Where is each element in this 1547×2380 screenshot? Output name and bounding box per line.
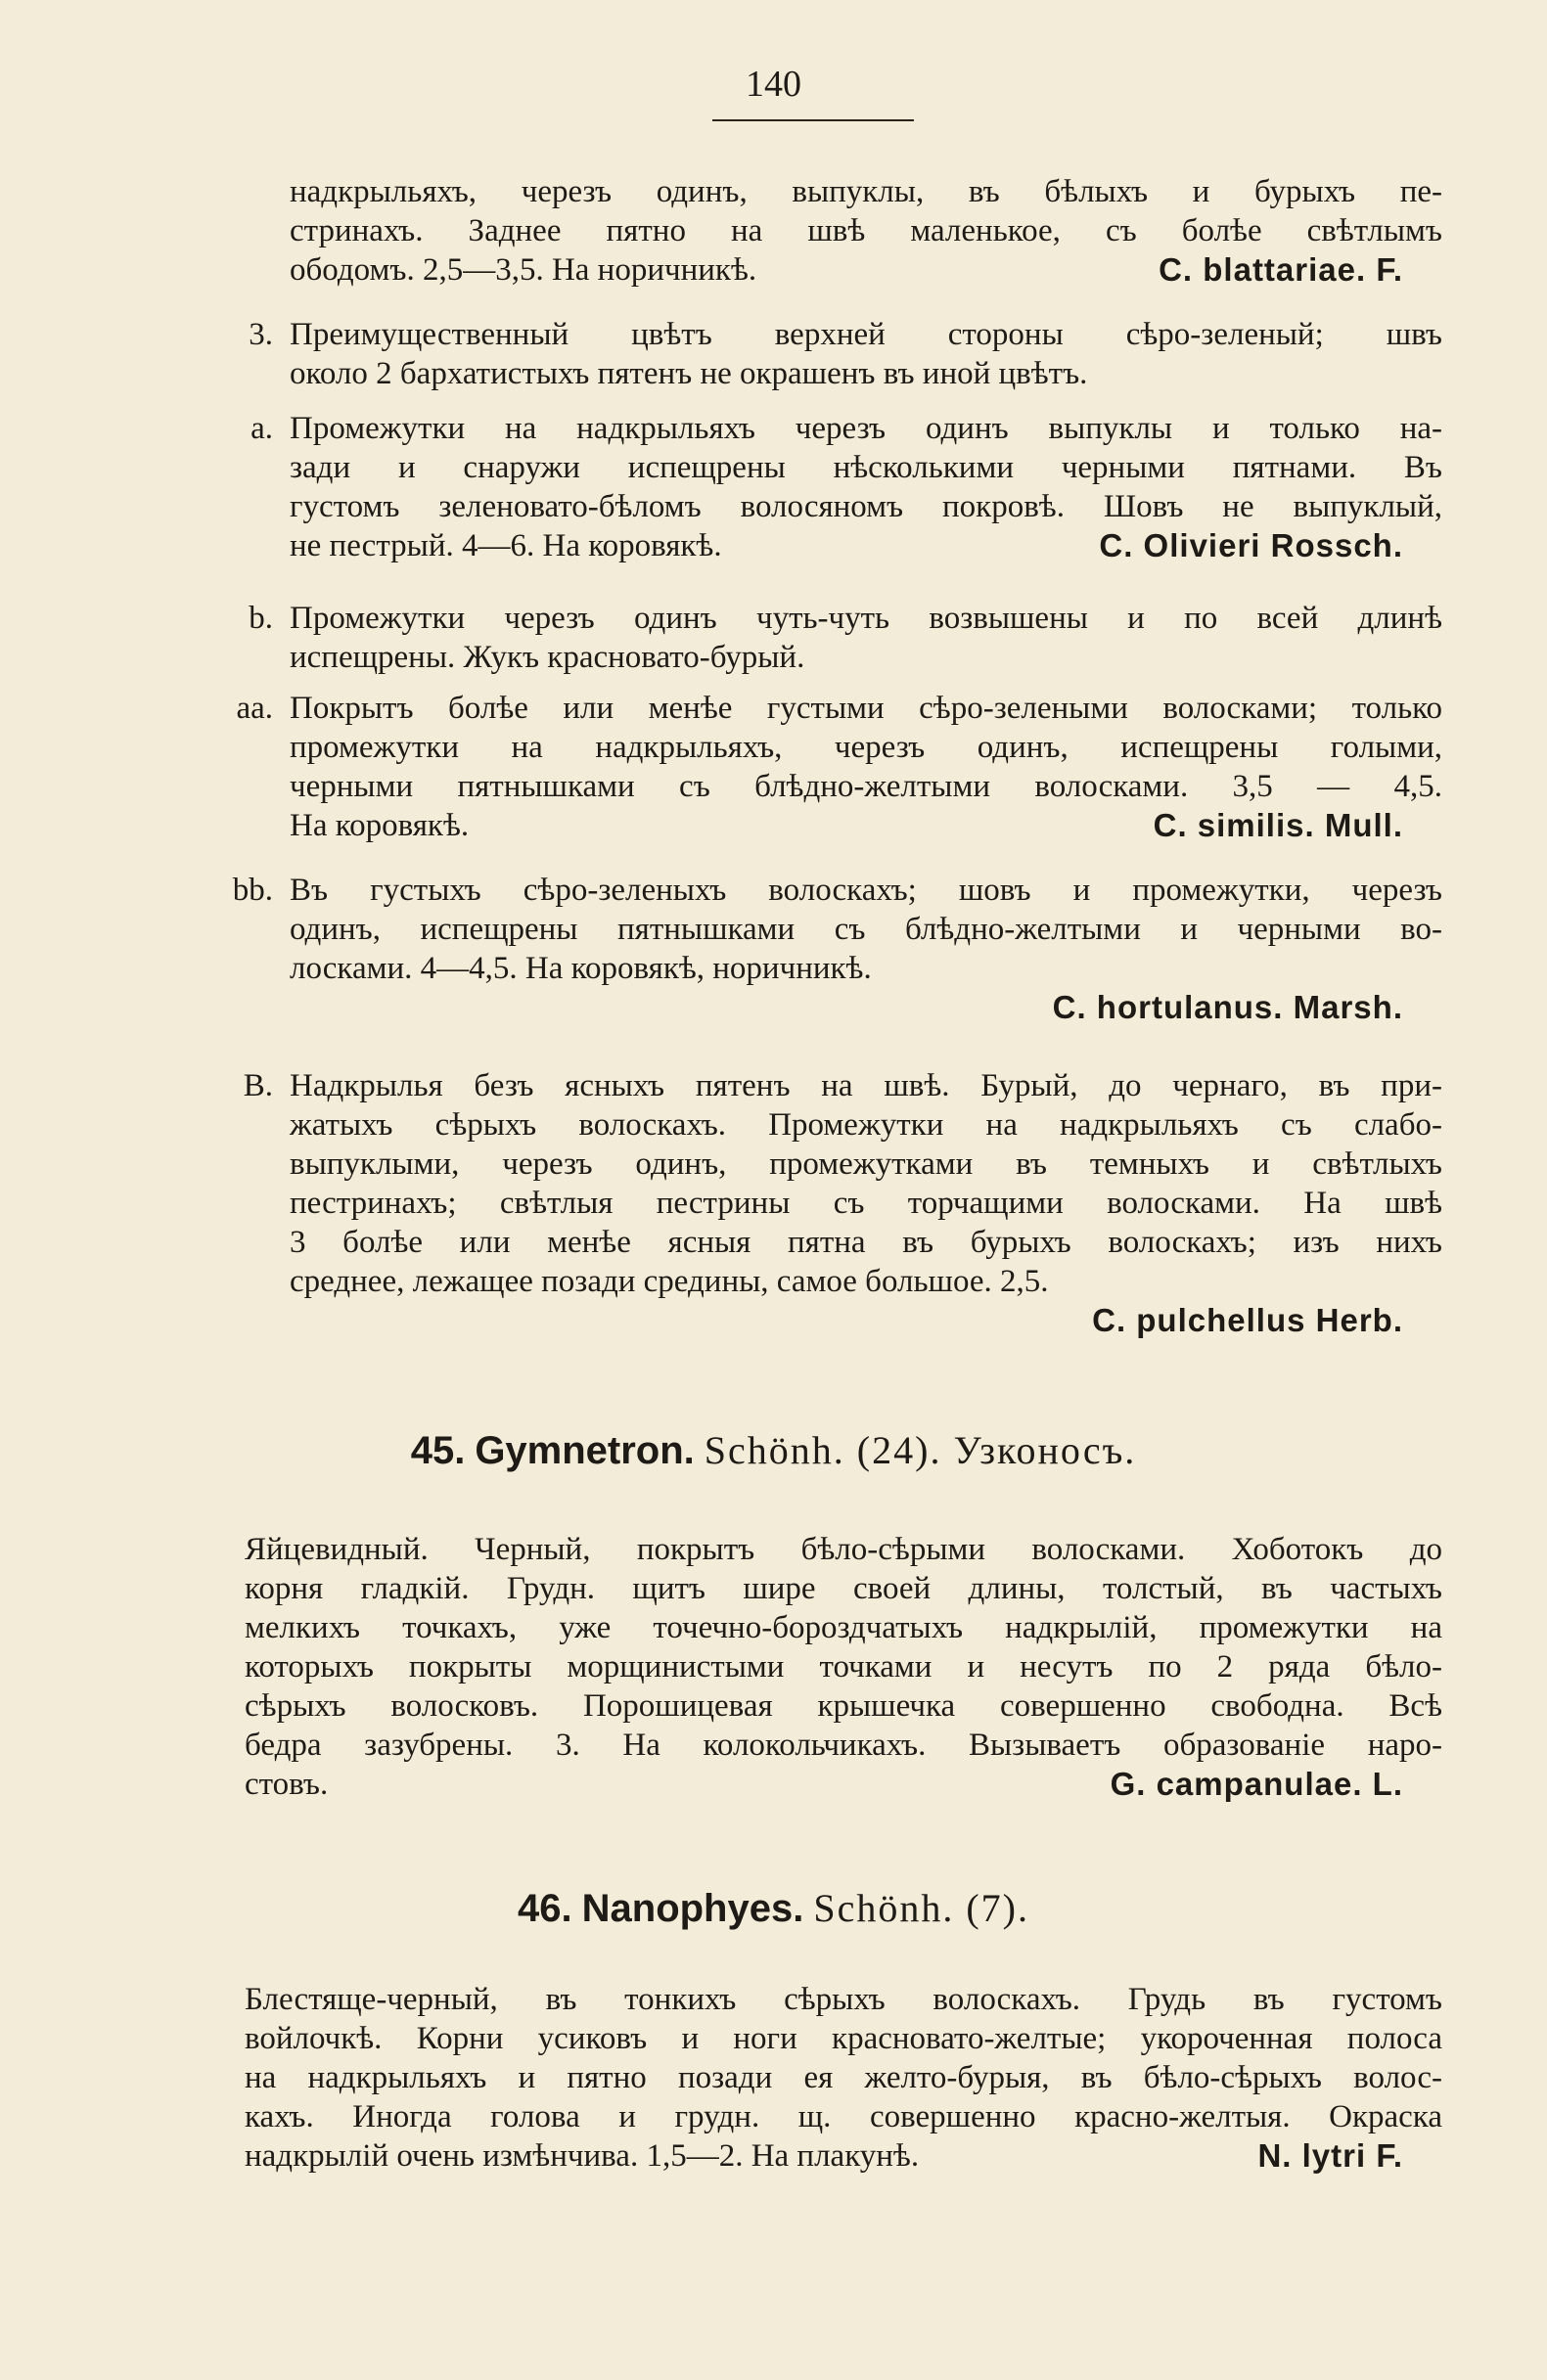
page-number-rule [712, 119, 914, 121]
entry-line: На коровякѣ. [290, 808, 470, 843]
description-line-with-species [245, 1765, 1442, 1804]
description-line-with-species [245, 2136, 1442, 2176]
genus-description [245, 1530, 1442, 1804]
description-line: стовъ. [245, 1767, 329, 1802]
key-entry [290, 409, 1442, 565]
page-number: 140 [746, 64, 801, 105]
key-entry [290, 599, 1442, 677]
key-marker: b. [249, 601, 273, 636]
species-name: C. similis. Mull. [1153, 807, 1403, 843]
genus-heading [0, 1426, 1547, 1475]
entry-line: около 2 бархатистыхъ пятенъ не окрашенъ въ иной цвѣтъ. [290, 356, 1088, 391]
entry-line: испещрены. Жукъ красновато-бурый. [290, 640, 805, 675]
entry-line: Преимущественный цвѣтъ верхней стороны сѣро-зеленый; швъ [290, 317, 1442, 352]
genus-name: Gymnetron. [475, 1429, 695, 1472]
entry-line: черными пятнышками съ блѣдно-желтыми волосками. 3,5 — 4,5. [290, 769, 1442, 804]
description-line: бедра зазубрены. 3. На колокольчикахъ. Вызываетъ образованіе наро- [245, 1728, 1442, 1763]
entry-line: одинъ, испещрены пятнышками съ блѣдно-желтыми и черными во- [290, 912, 1442, 947]
description-line: мелкихъ точкахъ, уже точечно-бороздчатыхъ надкрылій, промежутки на [245, 1610, 1442, 1645]
entry-line: лосками. 4—4,5. На коровякѣ, норичникѣ. [290, 951, 872, 986]
genus-name: Nanophyes. [581, 1887, 804, 1930]
key-marker: B. [243, 1068, 273, 1103]
description-line: сѣрыхъ волосковъ. Порошицевая крышечка совершенно свободна. Всѣ [245, 1688, 1442, 1724]
key-entry-continuation [290, 172, 1442, 290]
entry-line-species [290, 1301, 1442, 1341]
key-marker: bb. [232, 873, 273, 908]
species-name: C. pulchellus Herb. [1092, 1302, 1403, 1338]
species-name: N. lytri F. [1257, 2137, 1403, 2174]
entry-line: надкрыльяхъ, черезъ одинъ, выпуклы, въ бѣлыхъ и бурыхъ пе- [290, 174, 1442, 209]
description-line: на надкрыльяхъ и пятно позади ея желто-бурыя, въ бѣло-сѣрыхъ волос- [245, 2060, 1442, 2095]
key-marker: 3. [249, 317, 273, 352]
species-name: C. Olivieri Rossch. [1099, 527, 1403, 563]
entry-line: Надкрылья безъ ясныхъ пятенъ на швѣ. Бурый, до чернаго, въ при- [290, 1068, 1442, 1103]
entry-line: Промежутки на надкрыльяхъ черезъ одинъ выпуклы и только на- [290, 411, 1442, 446]
entry-line: Покрытъ болѣе или менѣе густыми сѣро-зелеными волосками; только [290, 691, 1442, 726]
entry-line: среднее, лежащее позади средины, самое большое. 2,5. [290, 1264, 1049, 1299]
description-line: войлочкѣ. Корни усиковъ и ноги красновато-желтые; укороченная полоса [245, 2021, 1442, 2056]
entry-line: зади и снаружи испещрены нѣсколькими черными пятнами. Въ [290, 450, 1442, 485]
key-entry [290, 871, 1442, 1028]
key-entry [290, 1066, 1442, 1341]
entry-line: промежутки на надкрыльяхъ, черезъ одинъ, испещрены голыми, [290, 730, 1442, 765]
entry-line-with-species [290, 526, 1442, 565]
genus-number: 45. [410, 1429, 466, 1472]
entry-line: Промежутки черезъ одинъ чуть-чуть возвышены и по всей длинѣ [290, 601, 1442, 636]
genus-number: 46. [518, 1887, 572, 1930]
key-entry [290, 315, 1442, 393]
entry-line: 3 болѣе или менѣе ясныя пятна въ бурыхъ волоскахъ; изъ нихъ [290, 1225, 1442, 1260]
description-line: корня гладкій. Грудн. щитъ шире своей длины, толстый, въ частыхъ [245, 1571, 1442, 1606]
genus-author: Schönh. (7). [813, 1886, 1029, 1930]
key-marker: a. [250, 411, 273, 446]
entry-line: жатыхъ сѣрыхъ волоскахъ. Промежутки на надкрыльяхъ съ слабо- [290, 1107, 1442, 1143]
entry-line: пестринахъ; свѣтлыя пестрины съ торчащими волосками. На швѣ [290, 1186, 1442, 1221]
description-line: кахъ. Иногда голова и грудн. щ. совершенно красно-желтыя. Окраска [245, 2099, 1442, 2134]
species-name: C. hortulanus. Marsh. [1052, 989, 1403, 1025]
genus-description [245, 1980, 1442, 2176]
species-name: G. campanulae. L. [1110, 1766, 1403, 1802]
genus-author: Schönh. (24). Узконосъ. [704, 1428, 1137, 1472]
entry-line: густомъ зеленовато-бѣломъ волосяномъ покровѣ. Шовъ не выпуклый, [290, 489, 1442, 524]
entry-line: выпуклыми, черезъ одинъ, промежутками въ темныхъ и свѣтлыхъ [290, 1146, 1442, 1182]
entry-line: Въ густыхъ сѣро-зеленыхъ волоскахъ; шовъ и промежутки, черезъ [290, 873, 1442, 908]
entry-line-with-species [290, 250, 1442, 290]
entry-line: не пестрый. 4—6. На коровякѣ. [290, 528, 722, 563]
description-line: надкрылій очень измѣнчива. 1,5—2. На плакунѣ. [245, 2138, 920, 2174]
description-line: Яйцевидный. Черный, покрытъ бѣло-сѣрыми волосками. Хоботокъ до [245, 1532, 1442, 1567]
species-name: C. blattariae. F. [1159, 251, 1403, 288]
key-entry [290, 689, 1442, 845]
description-line: Блестяще-черный, въ тонкихъ сѣрыхъ волоскахъ. Грудь въ густомъ [245, 1982, 1442, 2017]
genus-heading [0, 1884, 1547, 1933]
entry-line-with-species [290, 806, 1442, 845]
description-line: которыхъ покрыты морщинистыми точками и несутъ по 2 ряда бѣло- [245, 1649, 1442, 1684]
entry-line: стринахъ. Заднее пятно на швѣ маленькое, съ болѣе свѣтлымъ [290, 213, 1442, 248]
entry-line: ободомъ. 2,5—3,5. На норичникѣ. [290, 252, 757, 288]
key-marker: aa. [236, 691, 273, 726]
entry-line-species [290, 988, 1442, 1028]
